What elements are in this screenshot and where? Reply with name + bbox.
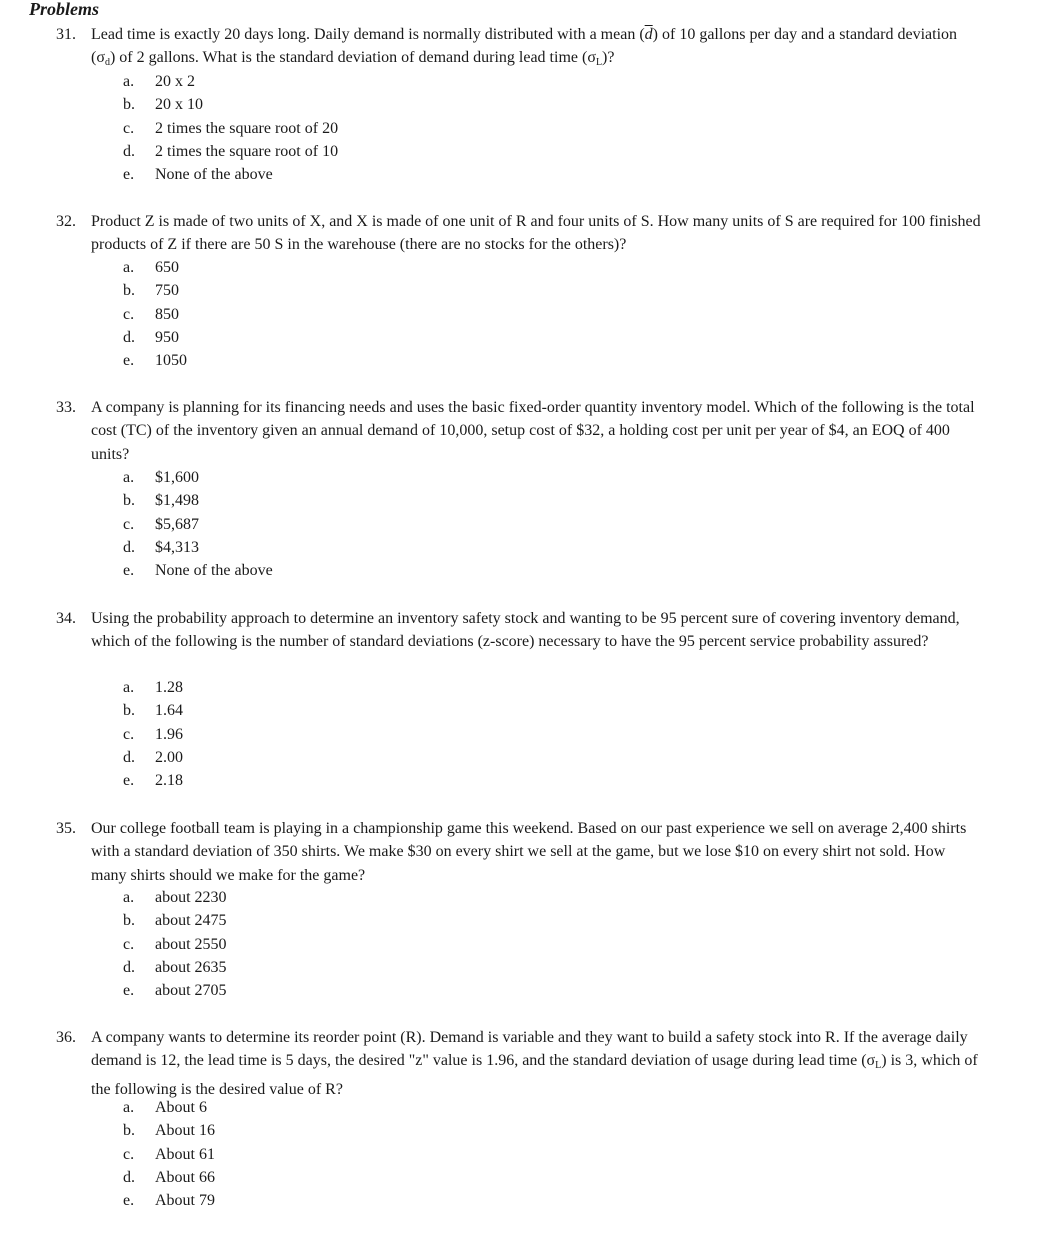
option-c: c. $5,687: [123, 515, 199, 533]
mean-symbol: $\overline{d}$: [644, 26, 653, 43]
option-a: a. about 2230: [123, 889, 227, 906]
problem-number: 36.: [56, 1029, 76, 1046]
option-c: c. 2 times the square root of 20: [123, 119, 339, 137]
option-e: e. None of the above: [123, 562, 273, 580]
option-a: a. About 6: [123, 1099, 207, 1116]
problem-text: A company wants to determine its reorder point (R). Demand is variable and they want to build a safety stock into R. If the average daily demand is 12, the lead time is 5 days, the desired "z" value is 1.96, and the standard deviation of usage during lead time $(\sigma_L)$ is 3, which of the following is the desired value of R?: [91, 1029, 978, 1098]
problem-text: Our college football team is playing in a championship game this weekend. Based on our past experience we sell on average 2,400 shirts with a standard deviation of 350 shirts. We make $30 on every shirt we sell at the game, but we lose $10 on every shirt not sold. How many shirts should we make for the game?: [91, 820, 967, 884]
option-d: d. 2.00: [123, 748, 183, 766]
option-c: c. About 61: [123, 1145, 215, 1163]
problem-number: 31.: [56, 26, 76, 43]
option-e: e. 2.18: [123, 772, 183, 790]
problem-text: Using the probability approach to determine an inventory safety stock and wanting to be 95 percent sure of covering inventory demand, which of the following is the number of standard deviations (z-score) necessary to have the 95 percent service probability assured?: [91, 610, 960, 651]
problem-number: 34.: [56, 610, 76, 627]
option-b: b. about 2475: [123, 912, 227, 930]
option-a: a. 20 x 2: [123, 73, 195, 90]
problem-number: 32.: [56, 213, 76, 230]
option-a: a. $1,600: [123, 469, 199, 486]
problem-text: A company is planning for its financing needs and uses the basic fixed-order quantity inventory model. Which of the following is the total cost (TC) of the inventory given an annual demand of 10,000, setup cost of $32, a holding cost per unit per year of $4, an EOQ of 400 units?: [91, 399, 975, 463]
option-a: a. 650: [123, 259, 179, 276]
option-d: d. about 2635: [123, 958, 227, 976]
option-d: d. $4,313: [123, 538, 199, 556]
problem-text: Product Z is made of two units of X, and X is made of one unit of R and four units of S. How many units of S are required for 100 finished products of Z if there are 50 S in the warehouse (there are no stocks for the others)?: [91, 213, 981, 254]
option-d: d. 950: [123, 328, 179, 346]
option-c: c. 850: [123, 305, 179, 323]
option-c: c. 1.96: [123, 725, 183, 743]
option-b: b. 1.64: [123, 702, 183, 720]
option-b: b. About 16: [123, 1122, 215, 1140]
problem-text: Lead time is exactly 20 days long. Daily demand is normally distributed with a mean $(\overline{d})$ of 10 gallons per day and a standard deviation $(\sigma_d)$ of 2 gallons. What is the standard deviation of demand during lead time $(\sigma_L)$?: [91, 26, 958, 69]
problem-number: 35.: [56, 820, 76, 837]
option-e: e. None of the above: [123, 166, 273, 184]
option-d: d. About 66: [123, 1168, 215, 1186]
option-b: b. $1,498: [123, 492, 199, 510]
option-b: b. 750: [123, 282, 179, 300]
problem-number: 33.: [56, 399, 76, 416]
section-title: Problems: [29, 0, 99, 19]
option-d: d. 2 times the square root of 10: [123, 142, 339, 160]
option-c: c. about 2550: [123, 935, 227, 953]
option-e: e. About 79: [123, 1192, 215, 1210]
option-e: e. 1050: [123, 352, 187, 370]
option-a: a. 1.28: [123, 679, 183, 696]
option-e: e. about 2705: [123, 982, 227, 1000]
option-b: b. 20 x 10: [123, 96, 203, 114]
